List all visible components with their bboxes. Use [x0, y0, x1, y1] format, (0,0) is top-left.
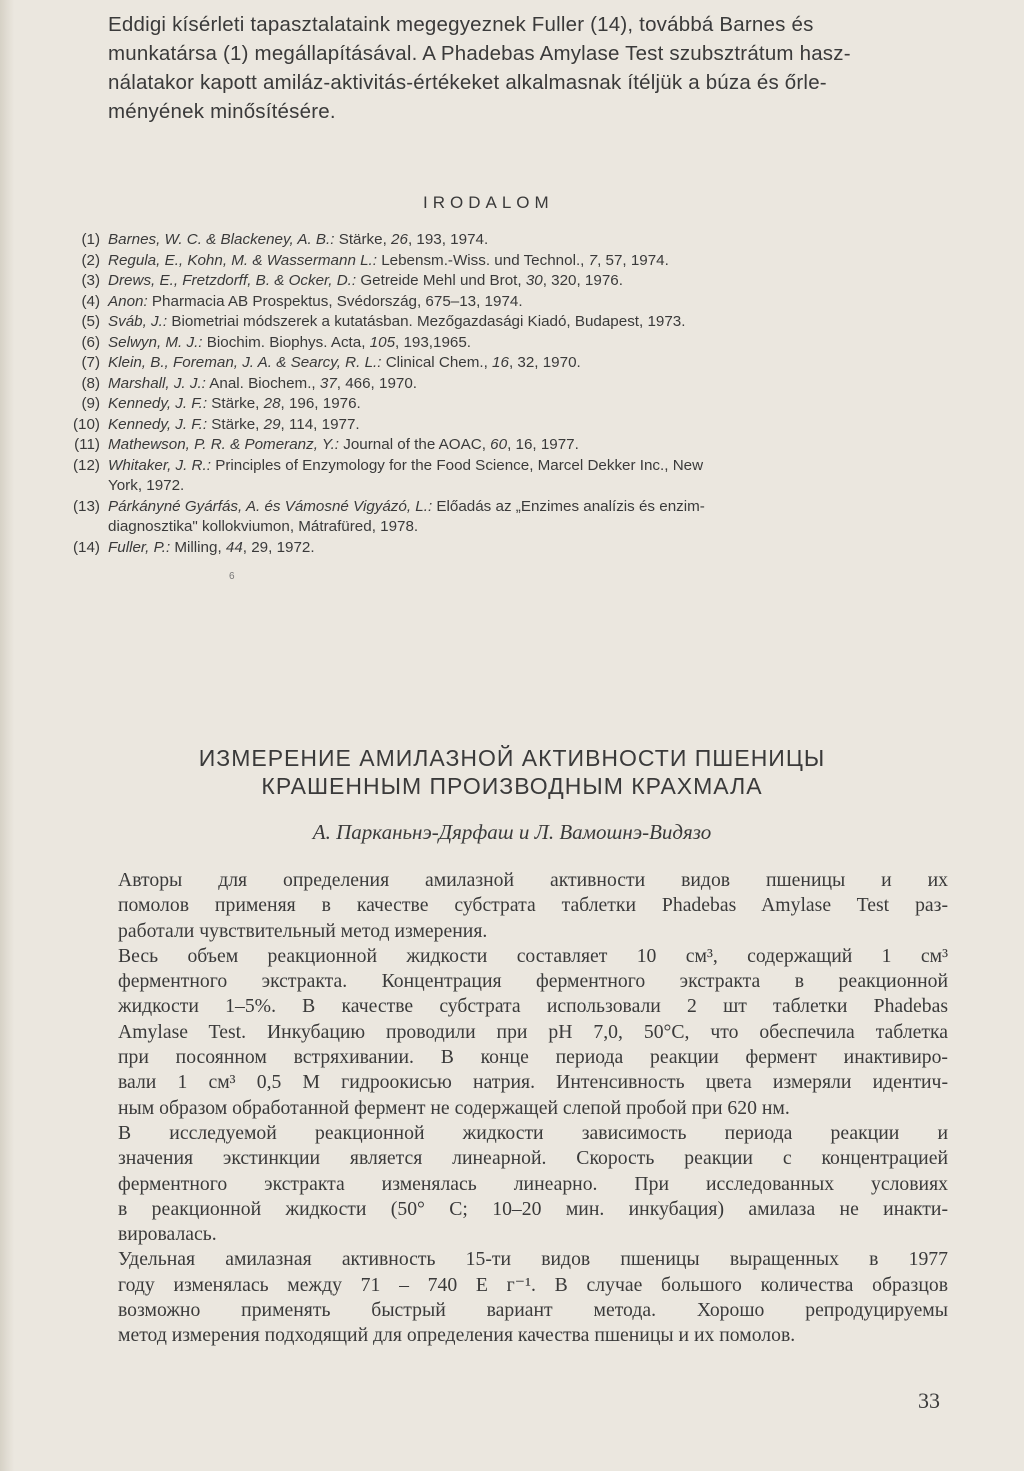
reference-item: [60, 394, 960, 415]
reference-number: (5): [81, 313, 100, 330]
russian-title-line: КРАШЕННЫМ ПРОИЗВОДНЫМ КРАХМАЛА: [261, 773, 763, 799]
reference-item: [60, 230, 960, 251]
reference-number: (12): [72, 456, 100, 474]
reference-item: [60, 374, 960, 395]
page-edge-shadow: [0, 0, 14, 1471]
abstract-line: возможно применять быстрый вариант метода. Хорошо репродуцируемы: [118, 1299, 948, 1322]
reference-item: [60, 333, 960, 354]
reference-pages: , 29, 1972.: [242, 538, 315, 556]
reference-volume: 60: [490, 436, 508, 453]
reference-source: Getreide Mehl und Brot,: [356, 272, 526, 289]
reference-pages: , 193,1965.: [395, 333, 472, 351]
abstract-line: году изменялась между 71 – 740 Е г⁻¹. В случае большого количества образцов: [118, 1273, 948, 1296]
reference-item: [60, 292, 960, 313]
reference-item: [60, 497, 960, 538]
reference-item: [60, 251, 960, 272]
reference-list: [60, 230, 960, 558]
reference-source: Pharmacia AB Prospektus, Svédország, 675–13, 1974.: [147, 292, 523, 310]
reference-pages: , 114, 1977.: [280, 415, 360, 433]
abstract-line: Amylase Test. Инкубацию проводили при pH 7,0, 50°С, что обеспечила таблетка: [118, 1020, 948, 1043]
abstract-line: ным образом обработанной фермент не содержащей слепой пробой при 620 нм.: [118, 1096, 790, 1119]
reference-volume: 29: [263, 415, 281, 433]
abstract-line: работали чувствительный метод измерения.: [118, 919, 488, 942]
reference-authors: Selwyn, M. J.:: [108, 333, 203, 351]
reference-source: Lebensm.-Wiss. und Technol.,: [377, 251, 589, 269]
reference-volume: 26: [391, 231, 408, 248]
reference-item: [60, 312, 960, 333]
reference-number: (8): [81, 374, 100, 392]
abstract-line: помолов применяя в качестве субстрата таблетки Phadebas Amylase Test раз-: [118, 894, 948, 917]
page-number: 33: [918, 1388, 940, 1413]
reference-source: Clinical Chem.,: [381, 354, 493, 371]
reference-volume: 16: [492, 354, 509, 371]
abstract-line: В исследуемой реакционной жидкости зависимость периода реакции и: [118, 1121, 948, 1144]
intro-line: ményének minősítésére.: [108, 100, 336, 123]
reference-authors: Klein, B., Foreman, J. A. & Searcy, R. L.:: [108, 354, 382, 371]
russian-title: [60, 744, 964, 800]
reference-volume: 7: [588, 251, 598, 269]
reference-authors: Regula, E., Kohn, M. & Wassermann L.:: [108, 251, 377, 269]
abstract-line: значения экстинкции является линеарной. Скорость реакции с концентрацией: [118, 1147, 948, 1170]
reference-volume: 37: [319, 374, 337, 392]
russian-abstract: [118, 868, 948, 1349]
reference-number: (2): [81, 251, 100, 269]
references-heading: IRODALOM: [423, 193, 554, 212]
reference-number: (14): [72, 538, 100, 556]
reference-authors: Fuller, P.:: [108, 538, 171, 556]
reference-volume: 30: [525, 272, 543, 289]
reference-pages: , 57, 1974.: [597, 251, 669, 269]
abstract-line: ферментного экстракта. Концентрация ферментного экстракта в реакционной: [118, 970, 948, 993]
reference-source: Stärke,: [207, 415, 264, 433]
abstract-line: ферментного экстракта изменялась линеарно. При исследованных условиях: [118, 1172, 948, 1195]
reference-source: Biometriai módszerek a kutatásban. Mezőgazdasági Kiadó, Budapest, 1973.: [167, 313, 686, 330]
abstract-line: Весь объем реакционной жидкости составляет 10 см³, содержащий 1 см³: [118, 944, 948, 967]
reference-source: Stärke,: [334, 231, 392, 248]
reference-pages: , 466, 1970.: [336, 374, 418, 392]
stray-mark: 6: [229, 571, 235, 582]
reference-authors: Sváb, J.:: [108, 313, 168, 330]
reference-item: [60, 353, 960, 374]
reference-number: (4): [81, 292, 100, 310]
reference-authors: Marshall, J. J.:: [108, 374, 206, 392]
russian-authors: А. Парканьнэ-Дярфаш и Л. Вамошнэ-Видязо: [312, 820, 712, 844]
reference-volume: 28: [263, 395, 281, 412]
reference-authors: Drews, E., Fretzdorff, B. & Ocker, D.:: [108, 272, 357, 289]
reference-pages: , 196, 1976.: [280, 395, 361, 412]
reference-pages: , 32, 1970.: [508, 354, 581, 371]
reference-number: (6): [81, 333, 100, 351]
reference-source: Stärke,: [207, 395, 264, 412]
reference-item: [60, 435, 960, 456]
reference-pages: , 193, 1974.: [407, 231, 489, 248]
reference-authors: Kennedy, J. F.:: [108, 395, 208, 412]
russian-title-line: ИЗМЕРЕНИЕ АМИЛАЗНОЙ АКТИВНОСТИ ПШЕНИЦЫ: [198, 745, 826, 771]
reference-authors: Kennedy, J. F.:: [108, 415, 208, 433]
reference-number: (3): [81, 272, 100, 289]
abstract-line: Авторы для определения амилазной активности видов пшеницы и их: [118, 869, 948, 891]
intro-paragraph: [108, 10, 948, 126]
reference-source: Anal. Biochem.,: [205, 374, 320, 392]
reference-volume: 44: [225, 538, 243, 556]
abstract-line: вали 1 см³ 0,5 М гидроокисью натрия. Интенсивность цвета измеряли идентич-: [118, 1071, 948, 1094]
reference-continuation: diagnosztika" kollokviumon, Mátrafüred, 1978.: [108, 518, 419, 535]
reference-authors: Anon:: [108, 292, 148, 310]
reference-authors: Mathewson, P. R. & Pomeranz, Y.:: [108, 436, 340, 453]
reference-source: Biochim. Biophys. Acta,: [202, 333, 370, 351]
reference-authors: Párkányné Gyárfás, A. és Vámosné Vigyázó, L.:: [108, 497, 433, 515]
reference-source: Journal of the AOAC,: [339, 436, 491, 453]
reference-source: Milling,: [170, 538, 226, 556]
reference-number: (10): [72, 415, 100, 433]
abstract-line: вировалась.: [118, 1223, 217, 1246]
reference-source: Principles of Enzymology for the Food Science, Marcel Dekker Inc., New: [210, 456, 704, 474]
reference-item: [60, 415, 960, 436]
reference-number: (13): [72, 497, 100, 515]
reference-source: Előadás az „Enzimes analízis és enzim-: [432, 497, 705, 515]
reference-pages: , 16, 1977.: [507, 436, 579, 453]
reference-authors: Barnes, W. C. & Blackeney, A. B.:: [108, 231, 335, 248]
abstract-line: метод измерения подходящий для определения качества пшеницы и их помолов.: [118, 1324, 796, 1347]
intro-line: munkatársa (1) megállapításával. A Phadebas Amylase Test szubsztrátum hasz-: [108, 42, 851, 65]
reference-item: [60, 271, 960, 292]
intro-line: Eddigi kísérleti tapasztalataink megegyeznek Fuller (14), továbbá Barnes és: [108, 13, 814, 36]
abstract-line: при посоянном встряхивании. В конце периода реакции фермент инактивиро-: [118, 1046, 948, 1069]
reference-number: (11): [74, 436, 100, 453]
reference-continuation: York, 1972.: [108, 477, 185, 494]
reference-number: (1): [81, 231, 100, 248]
reference-item: [60, 538, 960, 559]
reference-item: [60, 456, 960, 497]
reference-pages: , 320, 1976.: [542, 272, 623, 289]
abstract-line: в реакционной жидкости (50° С; 10–20 мин. инкубация) амилаза не инакти-: [118, 1197, 948, 1220]
reference-volume: 105: [369, 333, 396, 351]
reference-number: (9): [81, 395, 100, 412]
abstract-line: Удельная амилазная активность 15-ти видов пшеницы выращенных в 1977: [118, 1248, 948, 1271]
reference-authors: Whitaker, J. R.:: [108, 456, 211, 474]
abstract-line: жидкости 1–5%. В качестве субстрата использовали 2 шт таблетки Phadebas: [118, 995, 948, 1018]
intro-line: nálatakor kapott amiláz-aktivitás-értékeket alkalmasnak ítéljük a búza és őrle-: [108, 71, 827, 94]
reference-number: (7): [81, 354, 100, 371]
